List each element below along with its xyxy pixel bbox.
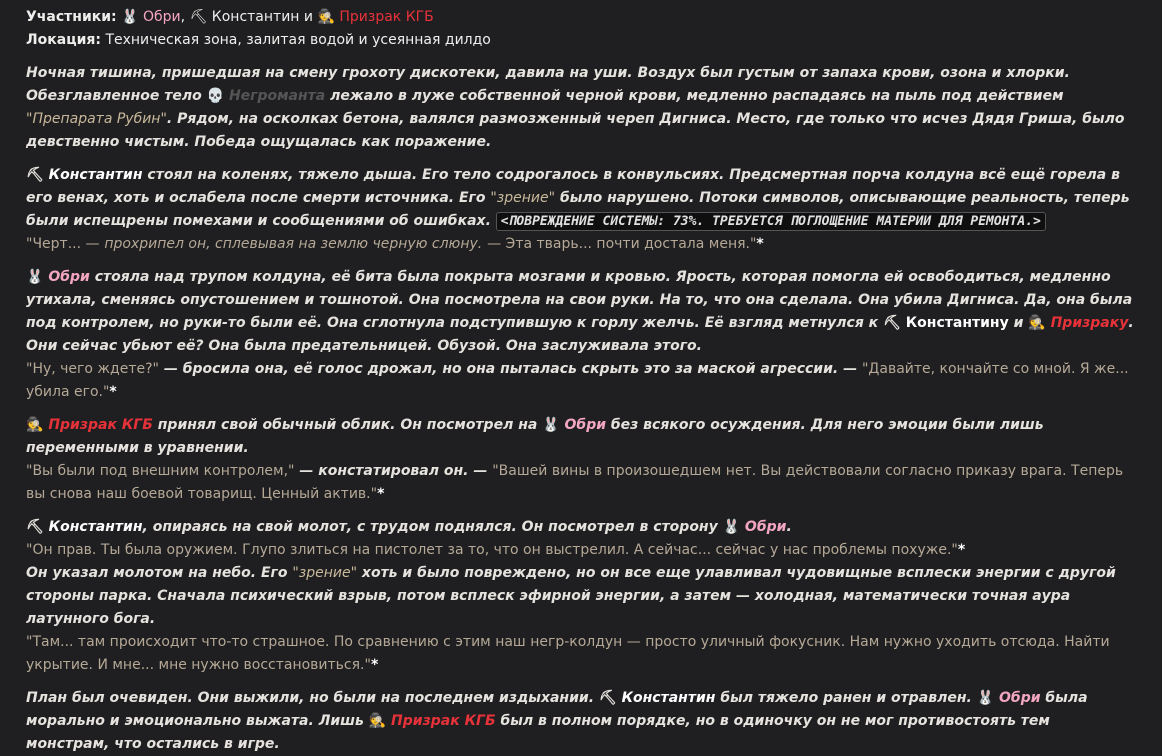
narration: хоть и было повреждено, но он все еще улавливал чудовищные всплески энергии с другой стороны парка. Сначала психический взрыв, потом всплеск эфирной энергии, а затем — холодная, математически точная аура латунного бога.: [26, 565, 1116, 627]
conjunction: и: [303, 9, 314, 25]
narration: без всякого осуждения. Для него эмоции были лишь переменными в уравнении.: [26, 417, 1044, 456]
highlight-vision: "зрение": [292, 565, 358, 581]
narration: стоял на коленях, тяжело дыша. Его тело содрогалось в конвульсиях. Предсмертная порча колдуна всё ещё горела в его венах, хоть и ослабела после смерти источника. Его: [26, 167, 1120, 206]
narration: лежало в луже собственной черной крови, медленно распадаясь на пыль под действием: [330, 88, 1064, 104]
narration: . Рядом, на осколках бетона, валялся размозженный череп Дигниса. Место, где только что исчез Дядя Гриша, было девственно чистым. Победа ощущалась как поражение.: [26, 111, 1125, 150]
participants-line: [26, 6, 1136, 29]
character-obri: Обри: [48, 269, 90, 285]
character-necromancer: Негроманта: [228, 88, 326, 104]
participant-obri: Обри: [143, 9, 181, 25]
dialogue-tag: — бросила она, её голос дрожал, но она пыталась скрыть это за маской агрессии. —: [163, 361, 858, 377]
system-message-code: <ПОВРЕЖДЕНИЕ СИСТЕМЫ: 73%. ТРЕБУЕТСЯ ПОГЛОЩЕНИЕ МАТЕРИИ ДЛЯ РЕМОНТА.>: [496, 212, 1046, 231]
character-obri: Обри: [744, 519, 787, 535]
asterisk: *: [957, 542, 966, 558]
location-value: Техническая зона, залитая водой и усеянная дилдо: [105, 32, 491, 48]
location-label: Локация:: [26, 32, 101, 48]
spy-icon: 🕵: [26, 417, 44, 433]
asterisk: *: [756, 236, 764, 252]
asterisk: *: [109, 384, 117, 400]
highlight-drug: "Препарата Рубин": [26, 111, 167, 127]
dialogue-tag: — констатировал он. —: [299, 463, 488, 479]
character-konstantin: Константину: [905, 315, 1009, 331]
participant-konstantin: Константин: [211, 9, 300, 25]
rabbit-icon: 🐰: [26, 269, 44, 285]
separator: ,: [180, 9, 186, 25]
narration: .: [786, 519, 792, 535]
rabbit-icon: 🐰: [976, 690, 995, 706]
pickaxe-icon: ⛏: [26, 167, 44, 183]
participants-label: Участники:: [26, 9, 117, 25]
dialogue-quote: "Черт... —: [26, 236, 100, 252]
narration: Он указал молотом на небо. Его: [26, 565, 288, 581]
pickaxe-icon: ⛏: [189, 9, 208, 25]
paragraph-6: [26, 687, 1136, 756]
narration: был тяжело ранен и отравлен.: [720, 690, 972, 706]
spy-icon: 🕵: [1028, 315, 1046, 331]
narration: План был очевиден. Они выжили, но были на последнем издыхании.: [26, 690, 595, 706]
paragraph-1: [26, 62, 1136, 154]
character-konstantin: Константин: [48, 519, 143, 535]
rabbit-icon: 🐰: [542, 417, 560, 433]
dialogue-quote: "Давайте, кончайте со мной. Я же... убила его.": [26, 361, 1129, 400]
dialogue-quote: "Ну, чего ждете?": [26, 361, 159, 377]
paragraph-4: [26, 414, 1136, 506]
dialogue-quote: — Эта тварь... почти достала меня.": [487, 236, 757, 252]
paragraph-2: [26, 164, 1136, 256]
rabbit-icon: 🐰: [121, 9, 139, 25]
character-ghost: Призрак КГБ: [48, 417, 153, 433]
spy-icon: 🕵: [368, 713, 387, 729]
narration: стояла над трупом колдуна, её бита была покрыта мозгами и кровью. Ярость, которая помогла ей освободиться, медленно утихала, сменяясь опустошением и тошнотой. Она посмотрела на свои руки. На то, что она сделала. Она убила Дигниса. Да, она была под контролем, но руки-то были её. Она сглотнула подступившую к горлу желчь. Её взгляд метнулся к: [26, 269, 1133, 331]
narration: была морально и эмоционально выжата. Лишь: [26, 690, 1088, 729]
narration: был в полном порядке, но в одиночку он не мог противостоять тем монстрам, что остались в игре.: [26, 713, 1050, 752]
dialogue-quote: "Он прав. Ты была оружием. Глупо злиться на пистолет за то, что он выстрелил. А сейчас... сейчас у нас проблемы похуже.": [26, 542, 958, 558]
character-obri: Обри: [564, 417, 607, 433]
pickaxe-icon: ⛏: [598, 690, 617, 706]
narration: и: [1013, 315, 1024, 331]
narration: было нарушено. Потоки символов, описывающие реальность, теперь были испещрены помехами и сообщениями об ошибках.: [26, 190, 1130, 229]
dialogue-quote: "Вы были под внешним контролем,": [26, 463, 295, 479]
spy-icon: 🕵: [317, 9, 335, 25]
character-konstantin: Константин: [48, 167, 143, 183]
narration: принял свой обычный облик. Он посмотрел на: [157, 417, 538, 433]
narration: , опираясь на свой молот, с трудом поднялся. Он посмотрел в сторону: [142, 519, 718, 535]
dialogue-quote: "Вашей вины в произошедшем нет. Вы действовали согласно приказу врага. Теперь вы снова наш боевой товарищ. Ценный актив.": [26, 463, 1124, 502]
asterisk: *: [370, 657, 379, 673]
pickaxe-icon: ⛏: [883, 315, 901, 331]
paragraph-5: [26, 516, 1136, 677]
highlight-vision: "зрение": [490, 190, 556, 206]
character-obri: Обри: [999, 690, 1041, 706]
character-ghost: Призраку: [1050, 315, 1129, 331]
paragraph-3: [26, 266, 1136, 404]
narration: Ночная тишина, пришедшая на смену грохоту дискотеки, давила на уши. Воздух был густым от запаха крови, озона и хлорки. Обезглавленное тело: [26, 65, 1070, 104]
skull-icon: 💀: [206, 88, 225, 104]
pickaxe-icon: ⛏: [26, 519, 44, 535]
narration: . Они сейчас убьют её? Она была предательницей. Обузой. Она заслуживала этого.: [26, 315, 1134, 354]
location-line: [26, 29, 1136, 52]
participant-ghost: Призрак КГБ: [339, 9, 434, 25]
rabbit-icon: 🐰: [722, 519, 741, 535]
asterisk: *: [377, 486, 385, 502]
character-konstantin: Константин: [621, 690, 716, 706]
dialogue-quote: "Там... там происходит что-то страшное. По сравнению с этим наш негр-колдун — просто уличный фокусник. Нам нужно уходить отсюда. Найти укрытие. И мне... мне нужно восстановиться.": [26, 634, 1110, 673]
dialogue-tag: прохрипел он, сплевывая на землю черную слюну.: [104, 236, 483, 252]
character-ghost: Призрак КГБ: [391, 713, 496, 729]
